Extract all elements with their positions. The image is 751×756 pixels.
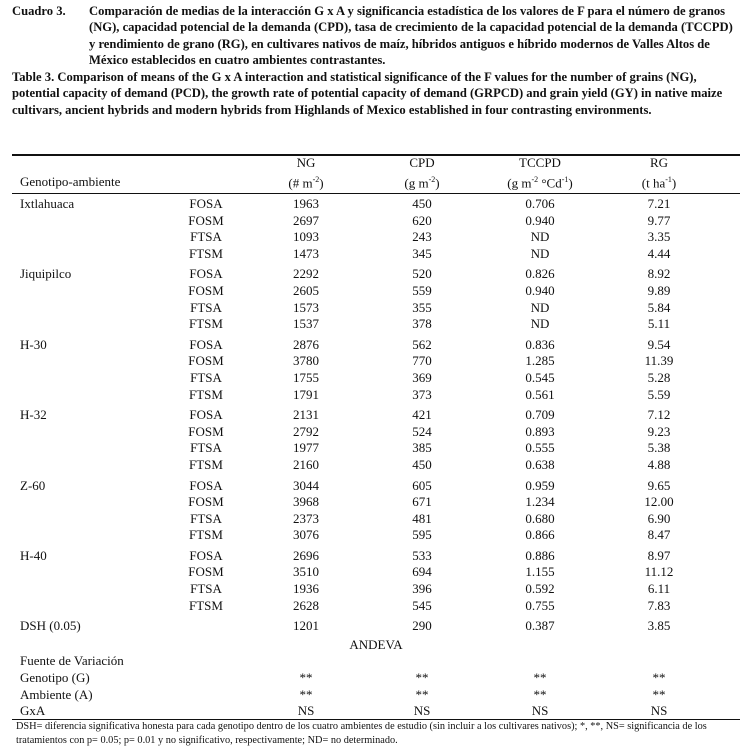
table-row (12, 478, 740, 495)
cpd-value: 559 (412, 282, 432, 298)
ng-value: ** (299, 686, 313, 702)
ng-value: 1977 (293, 440, 319, 456)
tccpd-value: 0.755 (525, 597, 555, 613)
ng-value: 2876 (293, 336, 319, 352)
ng-value: 3968 (293, 494, 319, 510)
tccpd-value: 1.155 (525, 564, 555, 580)
ng-value: 1093 (293, 229, 319, 245)
rg-value: 3.85 (647, 618, 671, 634)
environment: FTSA (190, 510, 222, 526)
ng-value: 2373 (293, 510, 319, 526)
tccpd-value: 0.959 (525, 477, 555, 493)
environment: FTSM (189, 527, 223, 543)
ng-value: 2696 (293, 547, 319, 563)
row-label (12, 300, 162, 317)
cpd-value: 421 (412, 407, 432, 423)
rg-value: 4.44 (647, 245, 671, 261)
cpd-value: 605 (412, 477, 432, 493)
rg-value: 5.28 (647, 369, 671, 385)
cpd-value: 545 (412, 597, 432, 613)
rg-value: 9.77 (647, 212, 671, 228)
table-row (12, 213, 740, 230)
row-label (12, 387, 162, 404)
tccpd-value: 1.285 (525, 353, 555, 369)
environment: FOSM (188, 212, 224, 228)
cpd-value: 562 (412, 336, 432, 352)
tccpd-value: 0.545 (525, 369, 555, 385)
tccpd-value: ND (530, 229, 550, 245)
row-label: DSH (0.05) (20, 618, 81, 634)
tccpd-value: ND (530, 299, 550, 315)
row-label (12, 353, 162, 370)
ng-value: NS (297, 703, 315, 719)
ng-value: ** (299, 670, 313, 686)
tccpd-value: 0.561 (525, 386, 555, 402)
table-row (12, 283, 740, 300)
ng-value (250, 653, 362, 670)
tccpd-value: ND (530, 245, 550, 261)
cpd-value: 290 (412, 618, 432, 634)
table-row (12, 316, 740, 333)
rg-value: 5.38 (647, 440, 671, 456)
cpd-value: 369 (412, 369, 432, 385)
andeva-row (12, 687, 740, 704)
cpd-value: 595 (412, 527, 432, 543)
cpd-value: 533 (412, 547, 432, 563)
rg-value: ** (652, 670, 666, 686)
row-label (12, 527, 162, 544)
ng-value: 1537 (293, 316, 319, 332)
tccpd-value: 0.940 (525, 282, 555, 298)
andeva-row (12, 703, 740, 720)
tccpd-value: 0.826 (525, 266, 555, 282)
row-label: H-32 (20, 407, 47, 423)
rg-value (598, 653, 740, 670)
tccpd-value: 0.866 (525, 527, 555, 543)
ng-value: 1755 (293, 369, 319, 385)
caption-text: Comparison of means of the G x A interaction and statistical significance of the F values for the number of grains (NG), potential capacity of demand (PCD), the growth rate of potential capacity of demand (GRPCD) and grain yield (GY) in native maize cultivars, ancient hybrids and modern hybrids from Highlands of Mexico established in four contrasting environments. (12, 70, 723, 117)
environment: FOSA (189, 266, 223, 282)
rg-value: 9.89 (647, 282, 671, 298)
row-label (12, 246, 162, 263)
andeva-title: ANDEVA (349, 636, 403, 652)
table-header (12, 154, 740, 191)
row-label: H-30 (20, 336, 47, 352)
row-label: GxA (20, 703, 46, 719)
ng-value: 2605 (293, 282, 319, 298)
ng-value: 3076 (293, 527, 319, 543)
environment: FOSM (188, 564, 224, 580)
table-row (12, 387, 740, 404)
ng-value: 1573 (293, 299, 319, 315)
ng-value: 2628 (293, 597, 319, 613)
ng-value: 1963 (293, 196, 319, 211)
ng-value: 3044 (293, 477, 319, 493)
environment (162, 687, 250, 704)
tccpd-value: 0.940 (525, 212, 555, 228)
rg-value: 5.59 (647, 386, 671, 402)
cpd-value: 450 (412, 456, 432, 472)
cpd-value: ** (415, 686, 429, 702)
ng-value: 2697 (293, 212, 319, 228)
row-label (12, 316, 162, 333)
table-row (12, 598, 740, 615)
table-row (12, 440, 740, 457)
row-label: Z-60 (20, 477, 46, 493)
rg-value: 8.47 (647, 527, 671, 543)
row-label (12, 370, 162, 387)
table-caption-spanish (12, 3, 742, 68)
table-caption-english (12, 69, 742, 118)
rg-value: 8.92 (647, 266, 671, 282)
table-row (12, 246, 740, 263)
table-row (12, 337, 740, 354)
header-rule (12, 193, 740, 194)
row-label (12, 581, 162, 598)
row-label (12, 283, 162, 300)
cpd-value: 620 (412, 212, 432, 228)
ng-value: 2792 (293, 423, 319, 439)
table-row (12, 300, 740, 317)
unit-tccpd: (g $m^{-2}$ $^\circ Cd^{-1}$) (507, 175, 573, 191)
rg-value: NS (650, 703, 668, 719)
andeva-row (12, 670, 740, 687)
row-label (12, 424, 162, 441)
tccpd-value: 0.886 (525, 547, 555, 563)
cpd-value: NS (413, 703, 431, 719)
rg-value: 12.00 (644, 494, 674, 510)
row-label: Ixtlahuaca (20, 196, 75, 211)
rg-value: 8.97 (647, 547, 671, 563)
table-row (12, 564, 740, 581)
table-row (12, 407, 740, 424)
environment: FTSA (190, 299, 222, 315)
tccpd-value: 0.387 (525, 618, 555, 634)
ng-value: 2131 (293, 407, 319, 423)
rg-value: 11.12 (644, 564, 674, 580)
environment: FTSM (189, 245, 223, 261)
unit-rg: (t $ha^{-1}$) (641, 175, 677, 191)
tccpd-value: ND (530, 316, 550, 332)
cpd-value: ** (415, 670, 429, 686)
cpd-value: 694 (412, 564, 432, 580)
row-label (12, 494, 162, 511)
table-row (12, 494, 740, 511)
unit-cpd: (g $m^{-2}$) (404, 175, 440, 191)
ng-value: 2160 (293, 456, 319, 472)
environment (162, 653, 250, 670)
footnote: DSH= diferencia significativa honesta para cada genotipo dentro de los cuatro ambientes de estudio (sin incluir a los cultivares nativos); *, **, NS= significancia de los tratamientos con p= 0.05; p= 0.01 y no significativo, respectivamente; ND= no determinado. (16, 721, 707, 746)
row-label (12, 598, 162, 615)
environment: FTSM (189, 597, 223, 613)
tccpd-value: NS (531, 703, 549, 719)
environment: FOSM (188, 353, 224, 369)
col-header-tccpd: TCCPD (519, 155, 561, 170)
table-row (12, 370, 740, 387)
row-label (12, 229, 162, 246)
tccpd-value: 0.592 (525, 581, 555, 597)
ng-value: 3780 (293, 353, 319, 369)
cpd-value: 520 (412, 266, 432, 282)
table-row (12, 581, 740, 598)
rg-value: 9.65 (647, 477, 671, 493)
cpd-value: 373 (412, 386, 432, 402)
row-label (12, 213, 162, 230)
cpd-value: 450 (412, 196, 432, 211)
cpd-value: 481 (412, 510, 432, 526)
environment: FTSA (190, 369, 222, 385)
rg-value: 11.39 (644, 353, 674, 369)
tccpd-value: 0.680 (525, 510, 555, 526)
tccpd-value (482, 653, 598, 670)
andeva-source-label (12, 653, 740, 670)
tccpd-value: 0.893 (525, 423, 555, 439)
caption-label: Cuadro 3. (12, 4, 66, 18)
environment: FTSA (190, 581, 222, 597)
environment: FOSA (189, 547, 223, 563)
table-row (12, 353, 740, 370)
table-row (12, 457, 740, 474)
ng-value: 2292 (293, 266, 319, 282)
data-table (12, 196, 740, 720)
environment: FOSA (189, 407, 223, 423)
col-header-ng: NG (296, 155, 316, 170)
environment: FTSA (190, 229, 222, 245)
col-header-rg: RG (649, 155, 669, 170)
tccpd-value: 0.638 (525, 456, 555, 472)
row-label (12, 564, 162, 581)
tccpd-value: ** (533, 686, 547, 702)
cpd-value: 345 (412, 245, 432, 261)
table-row (12, 548, 740, 565)
rg-value: 5.84 (647, 299, 671, 315)
table-row (12, 511, 740, 528)
table-row (12, 424, 740, 441)
ng-value: 1936 (293, 581, 319, 597)
rg-value: 7.12 (647, 407, 671, 423)
rg-value: 7.83 (647, 597, 671, 613)
environment: FTSM (189, 386, 223, 402)
col-header-cpd: CPD (409, 155, 435, 170)
tccpd-value: 0.555 (525, 440, 555, 456)
table-row (12, 196, 740, 213)
row-label: Fuente de Variación (20, 653, 124, 669)
rg-value: 9.23 (647, 423, 671, 439)
tccpd-value: 0.709 (525, 407, 555, 423)
cpd-value: 385 (412, 440, 432, 456)
tccpd-value: ** (533, 670, 547, 686)
row-label: Jiquipilco (20, 266, 72, 282)
table-row (12, 527, 740, 544)
unit-ng: (# $m^{-2}$) (288, 175, 324, 191)
environment (162, 670, 250, 687)
ng-value: 1201 (293, 618, 319, 634)
row-label (12, 511, 162, 528)
cpd-value: 524 (412, 423, 432, 439)
ng-value: 1473 (293, 245, 319, 261)
cpd-value: 671 (412, 494, 432, 510)
environment (162, 703, 250, 720)
row-label: Genotipo (G) (20, 670, 90, 686)
row-label (12, 440, 162, 457)
rg-value: 5.11 (647, 316, 671, 332)
rg-value: 3.35 (647, 229, 671, 245)
cpd-value: 770 (412, 353, 432, 369)
environment: FOSM (188, 282, 224, 298)
tccpd-value: 0.836 (525, 336, 555, 352)
environment: FTSM (189, 456, 223, 472)
cpd-value: 243 (412, 229, 432, 245)
environment: FOSA (189, 477, 223, 493)
rg-value: 4.88 (647, 456, 671, 472)
cpd-value: 355 (412, 299, 432, 315)
row-label (12, 457, 162, 474)
cpd-value (362, 653, 482, 670)
environment: FTSM (189, 316, 223, 332)
tccpd-value: 1.234 (525, 494, 555, 510)
table-row (12, 229, 740, 246)
environment: FOSA (189, 336, 223, 352)
rg-value: 9.54 (647, 336, 671, 352)
dsh-row (12, 618, 740, 635)
row-label: Ambiente (A) (20, 686, 93, 702)
cpd-value: 396 (412, 581, 432, 597)
environment (162, 618, 250, 635)
tccpd-value: 0.706 (525, 196, 555, 211)
rg-value: 7.21 (647, 196, 671, 211)
environment: FTSA (190, 440, 222, 456)
cpd-value: 378 (412, 316, 432, 332)
row-label: H-40 (20, 547, 47, 563)
rg-value: 6.11 (647, 581, 671, 597)
environment: FOSM (188, 494, 224, 510)
caption-text: Comparación de medias de la interacción G x A y significancia estadística de los valores de F para el número de granos (NG), capacidad potencial de la demanda (CPD), tasa de crecimiento de la capacidad potencial de la demanda (TCCPD) y rendimiento de grano (RG), en cultivares nativos de maíz, híbridos antiguos e híbrido modernos de Valles Altos de México establecidos en cuatro ambientes contrastantes. (89, 4, 733, 67)
col-header-genotype: Genotipo-ambiente (20, 173, 121, 189)
environment: FOSA (189, 196, 223, 211)
rg-value: 6.90 (647, 510, 671, 526)
table-row (12, 266, 740, 283)
caption-label: Table 3. (12, 70, 55, 84)
environment: FOSM (188, 423, 224, 439)
ng-value: 1791 (293, 386, 319, 402)
rg-value: ** (652, 686, 666, 702)
ng-value: 3510 (293, 564, 319, 580)
